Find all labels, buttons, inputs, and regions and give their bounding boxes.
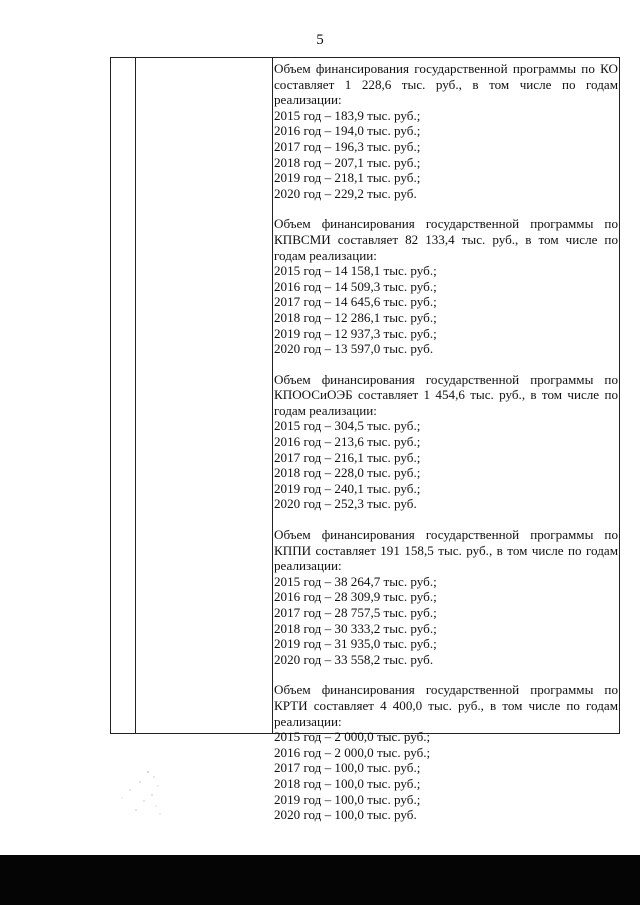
- program-intro: Объем финансирования государственной программы по КППИ составляет 191 158,5 тыс. руб., в том числе по годам реализации:: [274, 527, 618, 574]
- year-line: 2017 год – 100,0 тыс. руб.;: [274, 760, 421, 776]
- year-line: 2016 год – 14 509,3 тыс. руб.;: [274, 278, 437, 294]
- program-intro: Объем финансирования государственной программы по КО составляет 1 228,6 тыс. руб., в том числе по годам реализации:: [274, 61, 618, 108]
- program-intro: Объем финансирования государственной программы по КПВСМИ составляет 82 133,4 тыс. руб., в том числе по годам реализации:: [274, 216, 618, 263]
- program-intro: Объем финансирования государственной программы по КРТИ составляет 4 400,0 тыс. руб., в том числе по годам реализации:: [274, 682, 618, 729]
- program-block: [274, 61, 618, 201]
- year-line: 2018 год – 100,0 тыс. руб.;: [274, 775, 421, 791]
- year-line: 2018 год – 12 286,1 тыс. руб.;: [274, 309, 437, 325]
- page-number: 5: [316, 32, 324, 48]
- year-line: 2019 год – 218,1 тыс. руб.;: [274, 170, 421, 186]
- year-line: 2015 год – 304,5 тыс. руб.;: [274, 418, 421, 434]
- year-line: 2015 год – 38 264,7 тыс. руб.;: [274, 573, 437, 589]
- year-line: 2019 год – 31 935,0 тыс. руб.;: [274, 636, 437, 652]
- scan-bottom-border: [0, 855, 640, 905]
- year-line: 2017 год – 216,1 тыс. руб.;: [274, 449, 421, 465]
- column-divider-1: [135, 58, 136, 733]
- financing-content-cell: [274, 61, 618, 838]
- year-line: 2016 год – 2 000,0 тыс. руб.;: [274, 744, 431, 760]
- program-block: [274, 216, 618, 356]
- financing-table: [110, 57, 620, 823]
- year-line: 2018 год – 228,0 тыс. руб.;: [274, 465, 421, 481]
- scan-noise-specks: [118, 768, 168, 818]
- year-line: 2016 год – 194,0 тыс. руб.;: [274, 123, 421, 139]
- program-block: [274, 372, 618, 512]
- year-line: 2017 год – 14 645,6 тыс. руб.;: [274, 294, 437, 310]
- year-line: 2017 год – 196,3 тыс. руб.;: [274, 138, 421, 154]
- program-block: [274, 682, 618, 822]
- year-line: 2018 год – 207,1 тыс. руб.;: [274, 154, 421, 170]
- year-line: 2015 год – 14 158,1 тыс. руб.;: [274, 263, 437, 279]
- year-line: 2020 год – 252,3 тыс. руб.: [274, 496, 417, 512]
- year-line: 2019 год – 100,0 тыс. руб.;: [274, 791, 421, 807]
- year-line: 2020 год – 100,0 тыс. руб.: [274, 807, 417, 823]
- year-line: 2018 год – 30 333,2 тыс. руб.;: [274, 620, 437, 636]
- year-line: 2016 год – 28 309,9 тыс. руб.;: [274, 589, 437, 605]
- year-line: 2016 год – 213,6 тыс. руб.;: [274, 434, 421, 450]
- program-block: [274, 527, 618, 667]
- year-line: 2020 год – 33 558,2 тыс. руб.: [274, 651, 434, 667]
- year-line: 2020 год – 229,2 тыс. руб.: [274, 185, 417, 201]
- year-line: 2017 год – 28 757,5 тыс. руб.;: [274, 605, 437, 620]
- column-divider-2: [272, 58, 273, 733]
- year-line: 2015 год – 2 000,0 тыс. руб.;: [274, 729, 431, 745]
- year-line: 2020 год – 13 597,0 тыс. руб.: [274, 341, 434, 357]
- year-line: 2015 год – 183,9 тыс. руб.;: [274, 107, 421, 123]
- program-intro: Объем финансирования государственной программы по КПООСиОЭБ составляет 1 454,6 тыс. руб., в том числе по годам реализации:: [274, 371, 618, 418]
- year-line: 2019 год – 240,1 тыс. руб.;: [274, 480, 421, 496]
- year-line: 2019 год – 12 937,3 тыс. руб.;: [274, 325, 437, 341]
